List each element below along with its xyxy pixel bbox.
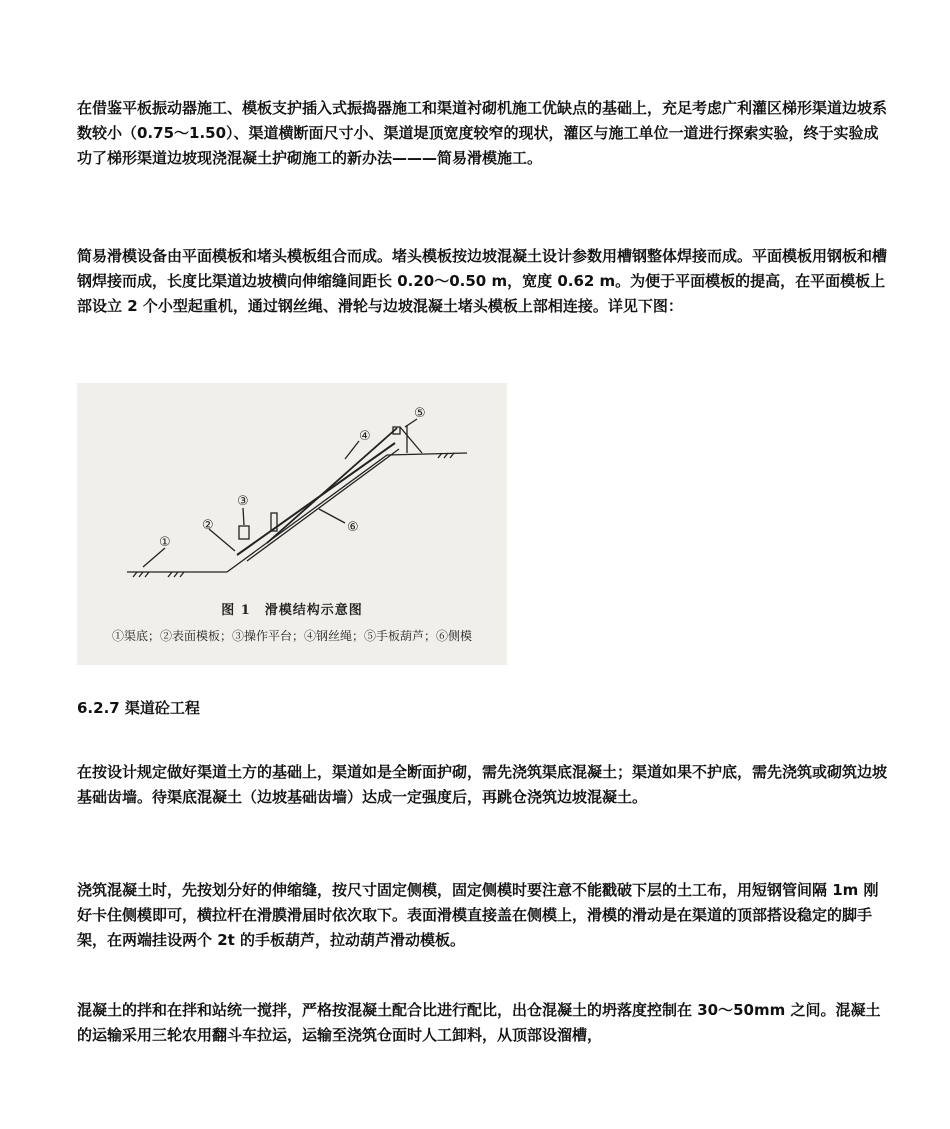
figure-legend: ①渠底；②表面模板；③操作平台；④钢丝绳；⑤手板葫芦；⑥侧模 (111, 629, 472, 643)
leader-4 (345, 441, 359, 459)
paragraph-pouring: 浇筑混凝土时，先按划分好的伸缩缝，按尺寸固定侧模，固定侧模时要注意不能戳破下层的土工布，用短钢管间隔 1m 刚好卡住侧模即可，横拉杆在滑膜滑届时依次取下。表面滑模直接盖在侧模上，滑模的滑动是在渠道的顶部搭设稳定的脚手架，在两端挂设两个 2t 的手板葫芦，拉动葫芦滑动模板。 (77, 881, 879, 949)
figure-title: 图 1 滑模结构示意图 (221, 603, 363, 618)
leader-6 (319, 509, 345, 523)
paragraph-canal-concrete: 在按设计规定做好渠道土方的基础上，渠道如是全断面护砌，需先浇筑渠底混凝土；渠道如果不护底，需先浇筑或砌筑边坡基础齿墙。待渠底混凝土（边坡基础齿墙）达成一定强度后，再跳仓浇筑边坡混凝土。 (77, 763, 888, 806)
operating-platform (239, 526, 249, 539)
side-formwork (247, 449, 399, 561)
label-6: ⑥ (347, 520, 359, 535)
paragraph-slipform-intro: 在借鉴平板振动器施工、模板支护插入式振捣器施工和渠道衬砌机施工优缺点的基础上，充足考虑广利灌区梯形渠道边坡系数较小（0.75～1.50）、渠道横断面尺寸小、渠道堤顶宽度较窄的现状，灌区与施工单位一道进行探索实验，终于实验成功了梯形渠道边坡现浇混凝土护砌施工的新办法———简易滑模施工。 (77, 99, 888, 167)
leader-3 (243, 508, 244, 525)
section-heading: 6.2.7 渠道砼工程 (77, 699, 200, 717)
hoist-stay (400, 427, 422, 453)
slipform-diagram (77, 383, 507, 593)
wire-rope (267, 428, 397, 543)
slipform-structure-figure (77, 383, 507, 665)
label-4: ④ (359, 429, 371, 444)
slope-surface-line (227, 455, 387, 572)
paragraph-mixing: 混凝土的拌和在拌和站统一搅拌，严格按混凝土配合比进行配比，出仓混凝土的坍落度控制在 30～50mm 之间。混凝土的运输采用三轮农用翻斗车拉运，运输至浇筑仓面时人工卸料，从顶部设溜槽， (77, 1001, 881, 1044)
paragraph-slipform-equipment: 简易滑模设备由平面模板和堵头模板组合而成。堵头模板按边坡混凝土设计参数用槽钢整体焊接而成。平面模板用钢板和槽钢焊接而成，长度比渠道边坡横向伸缩缝间距长 0.20～0.50 m，宽度 0.62 m。为便于平面模板的提高，在平面模板上部设立 2 个小型起重机，通过钢丝绳、滑轮与边坡混凝土堵头模板上部相连接。详见下图： (77, 247, 888, 315)
label-5: ⑤ (414, 406, 426, 421)
label-1: ① (159, 535, 171, 550)
label-2: ② (202, 518, 214, 533)
bank-top-line (387, 453, 467, 455)
leader-1 (143, 548, 165, 567)
label-3: ③ (237, 494, 249, 509)
